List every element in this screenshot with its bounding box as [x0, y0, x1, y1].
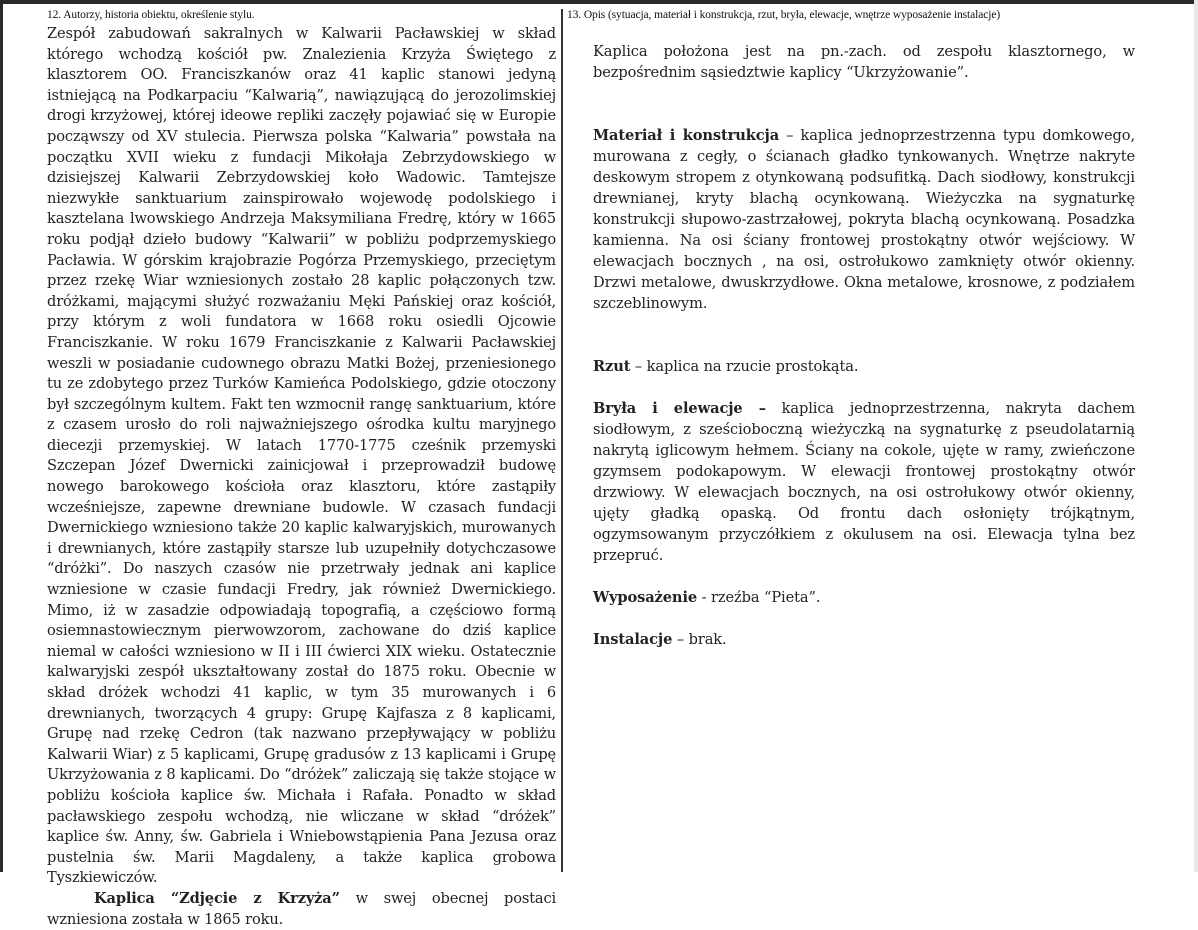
installations-paragraph — [593, 629, 1135, 650]
plan-text: – kaplica na rzucie prostokąta. — [630, 358, 859, 375]
body-text: kaplica jednoprzestrzenna, nakryta dachem siodłowym, z sześcioboczną wieżyczką na sygnaturkę z pseudolatarnią nakrytą iglicowym hełmem. Ściany na cokole, ujęte w ramy, zwieńczone gzymsem podokapowym. W elewacji frontowej prostokątny otwór drzwiowy. W elewacjach bocznych, na osi ostrołukowy otwór okienny, ujęty gładką opaską. Od frontu dach osłonięty trójkątnym, ogzymsowanym przyczółkiem z okulusem na osi. Elewacja tylna bez przepruć. — [593, 400, 1135, 564]
page-right-edge — [1194, 0, 1198, 872]
page-left-border — [0, 0, 3, 872]
page-top-border — [0, 0, 1198, 4]
plan-paragraph — [593, 356, 1135, 377]
installations-label: Instalacje — [593, 631, 673, 648]
section-12-heading: 12. Autorzy, historia obiektu, określenie stylu. — [47, 9, 255, 21]
section-12-history-column — [47, 24, 556, 930]
history-paragraph: Zespół zabudowań sakralnych w Kalwarii Pacławskiej w skład którego wchodzą kościół pw. Znalezienia Krzyża Świętego z klasztorem OO. Franciszkanów oraz 41 kaplic stanowi jedyną istniejącą na Podkarpaciu “Kalwarią”, nawiązującą do jerozolimskiej drogi krzyżowej, której ideowe repliki zaczęły pojawiać się w Europie począwszy od XV stulecia. Pierwsza polska “Kalwaria” powstała na początku XVII wieku z fundacji Mikołaja Zebrzydowskiego w dzisiejszej Kalwarii Zebrzydowskiej koło Wadowic. Tamtejsze niezwykłe sanktuarium zainspirowało wojewodę podolskiego i kasztelana lwowskiego Andrzeja Maksymiliana Fredrę, który w 1665 roku podjął dzieło budowy “Kalwarii” w pobliżu podprzemyskiego Pacławia. W górskim krajobrazie Pogórza Przemyskiego, przeciętym przez rzekę Wiar wzniesionych zostało 28 kaplic połączonych tzw. dróżkami, mającymi służyć rozważaniu Męki Pańskiej oraz kościół, przy którym z woli fundatora w 1668 roku osiedli Ojcowie Franciszkanie. W roku 1679 Franciszkanie z Kalwarii Pacławskiej weszli w posiadanie cudownego obrazu Matki Bożej, przeniesionego tu ze zdobytego przez Turków Kamieńca Podolskiego, gdzie otoczony był szczególnym kultem. Fakt ten wzmocnił rangę sanktuarium, które z czasem urosło do roli najważniejszego ośrodka kultu maryjnego diecezji przemyskiej. W latach 1770-1775 cześnik przemyski Szczepan Józef Dwernicki zainicjował i przeprowadził budowę nowego barokowego kościoła oraz klasztoru, które zastąpiły wcześniejsze, zapewne drewniane budowle. W czasach fundacji Dwernickiego wzniesiono także 20 kaplic kalwaryjskich, murowanych i drewnianych, które zastąpiły starsze lub uzupełniły dotychczasowe “dróżki”. Do naszych czasów nie przetrwały jednak ani kaplice wzniesione w czasie fundacji Fredry, jak również Dwernickiego. Mimo, iż w zasadzie odpowiadają topografią, a częściowo formą osiemnastowiecznym pierwowzorom, zachowane do dziś kaplice niemal w całości wzniesiono w II i III ćwierci XIX wieku. Ostatecznie kalwaryjski zespół ukształtowany został do 1875 roku. Obecnie w skład dróżek wchodzi 41 kaplic, w tym 35 murowanych i 6 drewnianych, tworzących 4 grupy: Grupę Kajfasza z 8 kaplicami, Grupę nad rzekę Cedron (tak nazwano przepływający w pobliżu Kalwarii Wiar) z 5 kaplicami, Grupę gradusów z 13 kaplicami i Grupę Ukrzyżowania z 8 kaplicami. Do “dróżek” zaliczają się także stojące w pobliżu kościoła kaplice św. Michała i Rafała. Ponadto w skład pacławskiego zespołu wchodzą, nie wliczane w skład “dróżek” kaplice św. Anny, św. Gabriela i Wniebowstąpienia Pana Jezusa oraz pustelnia św. Marii Magdaleny, a także kaplica grobowa Tyszkiewiczów. — [47, 25, 556, 887]
chapel-date-text: w swej obecnej postaci wzniesiona została w 1865 roku. — [47, 889, 557, 928]
situation-paragraph: Kaplica położona jest na pn.-zach. od zespołu klasztornego, w bezpośrednim sąsiedztwie kaplicy “Ukrzyżowanie”. — [593, 43, 1135, 81]
body-elevations-paragraph — [593, 398, 1135, 566]
installations-text: – brak. — [672, 631, 727, 648]
section-13-heading: 13. Opis (sytuacja, materiał i konstrukcja, rzut, bryła, elewacje, wnętrze wyposażenie instalacje) — [567, 9, 1001, 21]
chapel-name: Kaplica “Zdjęcie z Krzyża” — [94, 889, 340, 907]
section-13-description-column — [593, 41, 1135, 671]
material-paragraph — [593, 125, 1135, 314]
furnishing-label: Wyposażenie — [593, 589, 698, 606]
material-label: Materiał i konstrukcja — [593, 127, 780, 144]
body-label: Bryła i elewacje – — [593, 400, 766, 417]
column-divider — [561, 9, 563, 872]
furnishing-text: - rzeźba “Pieta”. — [697, 589, 821, 606]
furnishing-paragraph — [593, 587, 1135, 608]
plan-label: Rzut — [593, 358, 631, 375]
material-text: – kaplica jednoprzestrzenna typu domkowego, murowana z cegły, o ścianach gładko tynkowanych. Wnętrze nakryte deskowym stropem z otynkowaną podsufitką. Dach siodłowy, konstrukcji drewnianej, kryty blachą ocynkowaną. Wieżyczka na sygnaturkę konstrukcji słupowo-zastrzałowej, pokryta blachą ocynkowaną. Posadzka kamienna. Na osi ściany frontowej prostokątny otwór wejściowy. W elewacjach bocznych , na osi, ostrołukowo zamknięty otwór okienny. Drzwi metalowe, dwuskrzydłowe. Okna metalowe, krosnowe, z podziałem szczeblinowym. — [593, 127, 1135, 312]
chapel-date-paragraph — [47, 889, 556, 930]
